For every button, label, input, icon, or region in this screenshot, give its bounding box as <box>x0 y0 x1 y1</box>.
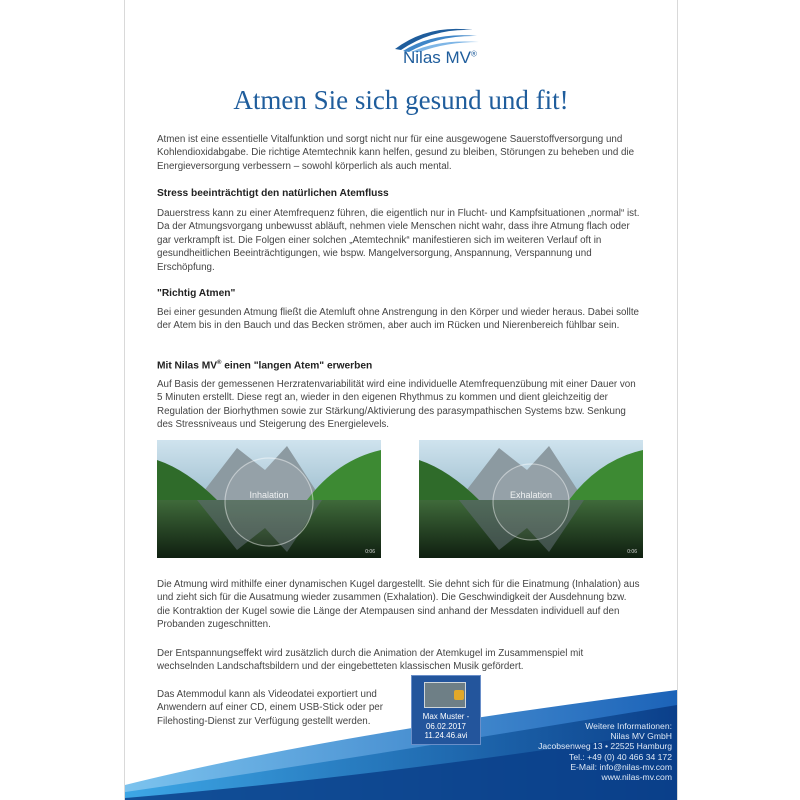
brand-name: Nilas MV <box>403 48 472 67</box>
document-page <box>124 0 678 800</box>
exhalation-label: Exhalation <box>509 490 553 500</box>
contact-company: Nilas MV GmbH <box>610 731 672 742</box>
section2-heading: "Richtig Atmen" <box>157 288 236 299</box>
video-timestamp: 0:06 <box>627 549 637 555</box>
contact-block <box>432 721 672 782</box>
section3-heading <box>157 360 372 371</box>
file-name-line-2: 06.02.2017 <box>425 721 467 731</box>
video-timestamp: 0:06 <box>365 549 375 555</box>
section3-heading-reg: ® <box>217 360 222 366</box>
intro-paragraph <box>157 133 641 173</box>
video-screenshot-inhalation <box>157 440 381 558</box>
section2-paragraph <box>157 306 641 333</box>
para4-paragraph <box>157 578 641 632</box>
section3-heading-pre: Mit Nilas MV <box>157 360 218 372</box>
section1-text: Dauerstress kann zu einer Atemfrequenz führen, die eigentlich nur in Flucht- und Kampfsituationen „normal“ ist. Da der Atmungsvorgang unbewusst abläuft, nehmen viele Menschen nicht wahr, dass ihre Atmung flach oder gar verkrampft ist. Die Folgen einer solchen „Atemtechnik“ manifestieren sich im weiteren Verlauf oft in gesundheitlichen Beeinträchtigungen, wie bspw. Mangelversorgung, Anspannung, Verspannung und Erschöpfung. <box>157 208 640 273</box>
play-icon <box>454 690 464 700</box>
section1-heading: Stress beeinträchtigt den natürlichen Atemfluss <box>157 188 389 199</box>
file-name-line-3: 11.24.46.avi <box>424 731 468 740</box>
logo-text <box>403 48 477 68</box>
video-screenshot-exhalation <box>419 440 643 558</box>
contact-web[interactable]: www.nilas-mv.com <box>601 772 672 783</box>
section3-text: Auf Basis der gemessenen Herzratenvariabilität wird eine individuelle Atemfrequenzübung mit einer Dauer von 5 Minuten erstellt. Diese regt an, wieder in den eigenen Rhythmus zu kommen und dient gleichzeitig der Regulation der Biorhythmen sowie zur Stärkung/Aktivierung des parasympathischen Systems bzw. Senkung des Stressniveaus und Steigerung des Energielevels. <box>157 379 636 431</box>
contact-phone: Tel.: +49 (0) 40 466 34 172 <box>569 751 672 762</box>
contact-address: Jacobsenweg 13 • 22525 Hamburg <box>538 741 672 752</box>
contact-email[interactable]: E-Mail: info@nilas-mv.com <box>570 761 672 772</box>
para4-text: Die Atmung wird mithilfe einer dynamischen Kugel dargestellt. Sie dehnt sich für die Einatmung (Inhalation) aus und zieht sich für die Ausatmung wieder zusammen (Exhalation). Die Geschwindigkeit der Ausdehnung bzw. die Kontraktion der Kugel sowie die Länge der Atempausen sind anhand der Messdaten individuell auf den Probanden zugeschnitten. <box>157 579 640 631</box>
section1-paragraph <box>157 207 641 274</box>
page-title: Atmen Sie sich gesund und fit! <box>233 85 569 115</box>
inhalation-label: Inhalation <box>249 490 289 500</box>
para5-text: Der Entspannungseffekt wird zusätzlich durch die Animation der Atemkugel im Zusammenspiel mit wechselnden Landschaftsbildern und der eingebetteten klassischen Musik gefördert. <box>157 648 584 673</box>
section3-paragraph <box>157 378 641 432</box>
section3-heading-post: einen "langen Atem" erwerben <box>221 360 373 372</box>
brand-reg: ® <box>471 49 477 59</box>
intro-text: Atmen ist eine essentielle Vitalfunktion und sorgt nicht nur für eine ausgewogene Sauerstoffversorgung und Kohlendioxidabgabe. Die richtige Atemtechnik kann helfen, gesund zu bleiben, Störungen zu beheben und die Energieversorgung verbessern – sowohl körperlich als auch mental. <box>157 134 635 172</box>
contact-heading: Weitere Informationen: <box>585 721 672 731</box>
section2-text: Bei einer gesunden Atmung fließt die Atemluft ohne Anstrengung in den Körper und wieder heraus. Dabei sollte der Atem bis in den Bauch und das Becken strömen, aber auch im Rücken und Nierenbereich fühlbar sein. <box>157 307 639 332</box>
file-name-line-1: Max Muster - <box>422 712 470 721</box>
nilas-logo <box>373 22 493 74</box>
para6-text: Das Atemmodul kann als Videodatei exportiert und Anwendern auf einer CD, einem USB-Stick oder per Filehosting-Dienst zur Verfügung gestellt werden. <box>157 689 383 727</box>
para5-paragraph <box>157 647 641 674</box>
